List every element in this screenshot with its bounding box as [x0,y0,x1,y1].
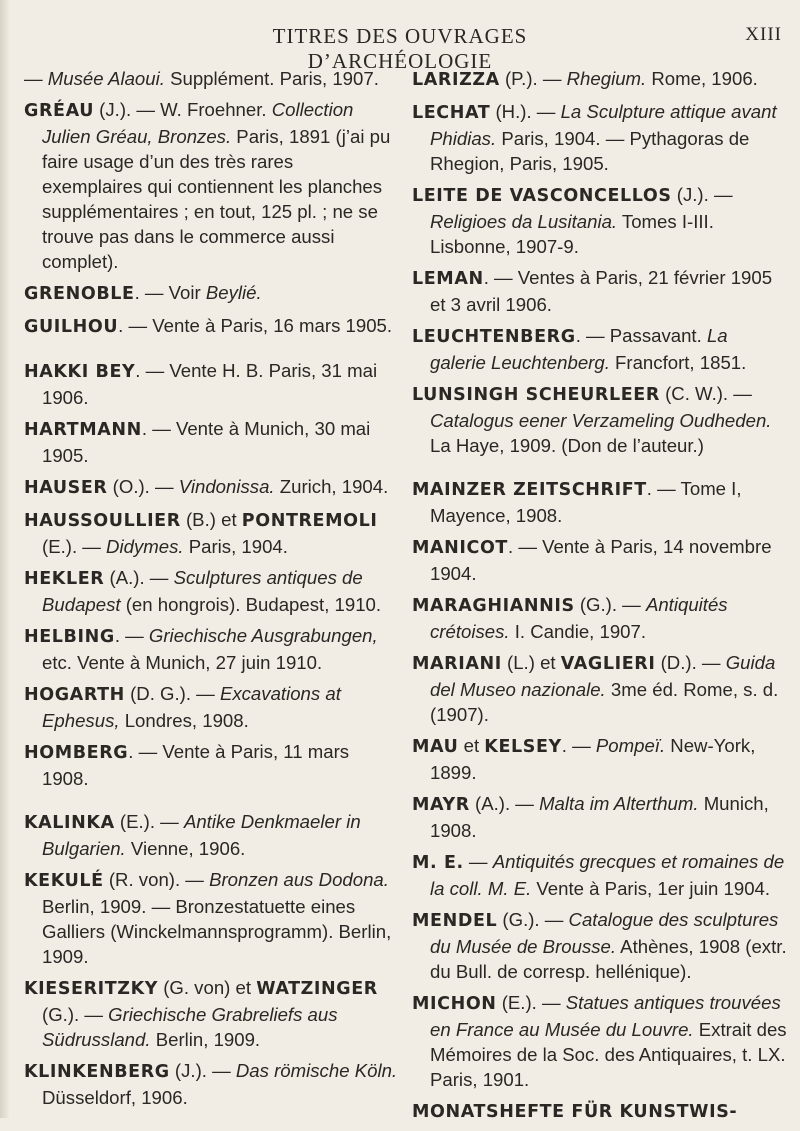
author-name: GRÉAU [24,101,95,121]
author-name: HAUSSOULLIER [24,511,181,531]
bibliography-entry [412,476,788,528]
bibliography-entry [412,791,788,843]
entry-text: Londres, 1908. [119,710,249,731]
work-title: Vindonissa. [178,476,275,497]
left-column [24,66,398,1116]
author-name: VAGLIERI [560,654,656,674]
entry-text: 3me éd. Rome, s. d. (1907). [430,679,779,725]
work-title: Malta im Alterthum. [539,793,699,814]
bibliography-entry [412,990,788,1092]
entry-text: — [463,851,493,872]
author-name: HOMBERG [24,743,129,763]
entry-text: (L.) et [501,652,561,673]
work-title: Rhegium. [566,68,647,89]
entry-text: . — Voir [134,282,206,303]
work-title: Statues antiques trouvées en France au Musée du Louvre. [430,992,781,1040]
work-title: Religioes da Lusitania. [430,211,618,232]
work-title: Beylié. [205,282,262,303]
entry-text: Paris, 1891 (j’ai pu faire usage d’un des très rares exemplaires qui contiennent les planches supplémentaires ; en tout, 125 pl. ; ne se trouve pas dans le commerce aussi complet). [42,126,391,272]
bibliography-entry [24,867,398,969]
work-title: Antike Denkmaeler in Bulgarien. [42,811,361,859]
entry-text: Paris, 1904. — Pythagoras de Rhegion, Paris, 1905. [430,128,750,174]
entry-text: (P.). — [499,68,567,89]
entry-text: (G. von) et [158,977,257,998]
entry-text: (D.). — [655,652,726,673]
work-title: Musée Alaoui. [47,68,165,89]
entry-text: (en hongrois). Budapest, 1910. [120,594,382,615]
entry-text: (E.). — [114,811,184,832]
bibliography-entry [24,358,398,410]
running-header [0,24,800,73]
bibliography-entry [412,323,788,375]
author-name: LUNSINGH SCHEURLEER [412,385,660,405]
work-title: Didymes. [106,536,184,557]
entry-text: . — Vente à Paris, 11 mars 1908. [42,741,350,789]
bibliography-entry [24,809,398,861]
bibliography-entry [24,565,398,617]
entry-text: (R. von). — [103,869,210,890]
author-name: MAINZER ZEITSCHRIFT [412,480,647,500]
bibliography-entry [412,907,788,984]
author-name: PONTREMOLI [241,511,378,531]
author-name: LEITE DE VASCONCELLOS [412,186,672,206]
work-title: La galerie Leuchtenberg. [430,325,728,373]
entry-text: . — Ventes à Paris, 21 février 1905 et 3 avril 1906. [430,267,773,315]
work-title: Collection Julien Gréau, Bronzes. [42,99,354,147]
bibliography-entry [24,97,398,274]
bibliography-entry [412,650,788,727]
work-title: Das römische Köln. [235,1060,398,1081]
bibliography-entry [24,623,398,675]
entry-text: Rome, 1906. [646,68,758,89]
author-name: MANICOT [412,538,508,558]
entry-text: Francfort, 1851. [609,352,747,373]
bibliography-entry [24,1058,398,1110]
work-title: La Sculpture attique avant Phidias. [430,101,777,149]
bibliography-entry [24,313,398,340]
bibliography-entry [24,507,398,559]
work-title: Griechische Ausgrabungen, [148,625,378,646]
bibliography-entry [412,733,788,785]
bibliography-entry [24,975,398,1052]
work-title: Bronzen aus Dodona. [209,869,389,890]
author-name: MARIANI [412,654,502,674]
author-name: GRENOBLE [24,284,135,304]
entry-text: Berlin, 1909. [150,1029,261,1050]
work-title: Pompeï. [595,735,666,756]
work-title: Antiquités grecques et romaines de la coll. M. E. [430,851,785,899]
entry-text: Supplément. Paris, 1907. [164,68,379,89]
bibliography-entry [24,681,398,733]
entry-text: (O.). — [107,476,179,497]
entry-text: et [458,735,485,756]
entry-text: Vienne, 1906. [125,838,246,859]
entry-text: (B.) et [180,509,242,530]
bibliography-entry [24,280,398,307]
entry-text: (A.). — [104,567,174,588]
entry-text: Zurich, 1904. [274,476,389,497]
author-name: KIESERITZKY [24,979,159,999]
entry-text: (J.). — [169,1060,236,1081]
entry-text: (G.). — [497,909,569,930]
author-name: MARAGHIANNIS [412,596,575,616]
author-name: GUILHOU [24,317,119,337]
bibliography-entry [24,66,398,91]
entry-text: (J.). — W. Froehner. [94,99,272,120]
author-name: MICHON [412,994,497,1014]
bibliography-entry [412,534,788,586]
page-number: XIII [745,24,782,45]
entry-text: Munich, 1908. [430,793,769,841]
entry-text: . — Vente H. B. Paris, 31 mai 1906. [42,360,378,408]
entry-text: (J.). — [671,184,733,205]
entry-text: (C. W.). — [659,383,752,404]
author-name: LARIZZA [412,70,500,90]
entry-text: I. Candie, 1907. [509,621,647,642]
work-title: Excavations at Ephesus, [42,683,341,731]
right-column [412,66,788,1131]
entry-text: La Haye, 1909. (Don de l’auteur.) [430,435,704,456]
author-name: HELBING [24,627,115,647]
bibliography-entry [412,182,788,259]
entry-text: Tomes I-III. Lisbonne, 1907-9. [430,211,714,257]
bibliography-entry [24,416,398,468]
work-title: Guida del Museo nazionale. [430,652,776,700]
author-name: WATZINGER [256,979,378,999]
entry-text: . — Vente à Paris, 16 mars 1905. [118,315,393,336]
entry-text: New-York, 1899. [430,735,756,783]
bibliography-entry [412,381,788,458]
entry-text: Extrait des Mémoires de la Soc. des Antiquaires, t. LX. Paris, 1901. [430,1019,787,1090]
author-name: LECHAT [412,103,491,123]
bibliography-entry [24,474,398,501]
author-name: MAYR [412,795,470,815]
work-title: Catalogus eener Verzameling Oudheden. [430,410,772,431]
bibliography-entry [412,592,788,644]
entry-text: (G.). — [574,594,646,615]
author-name: KALINKA [24,813,115,833]
entry-text: (H.). — [490,101,561,122]
author-name: M. E. [412,853,464,873]
entry-text: etc. Vente à Munich, 27 juin 1910. [42,652,323,673]
entry-text: (G.). — [42,1004,109,1025]
author-name: KEKULÉ [24,871,104,891]
entry-text: . — [114,625,149,646]
author-name: LEMAN [412,269,484,289]
entry-text: (E.). — [496,992,566,1013]
work-title: Sculptures antiques de Budapest [42,567,363,615]
author-name: KELSEY [484,737,562,757]
author-name: MONATSHEFTE FÜR KUNSTWIS- [412,1102,738,1122]
entry-text: Berlin, 1909. — Bronzestatuette eines Galliers (Winckelmannsprogramm). Berlin, 1909. [42,896,392,967]
entry-text: — [24,68,48,89]
bibliography-entry [412,849,788,901]
entry-text: Düsseldorf, 1906. [42,1087,188,1108]
author-name: HEKLER [24,569,105,589]
author-name: MENDEL [412,911,498,931]
author-name: HAUSER [24,478,108,498]
running-title: TITRES DES OUVRAGES D’ARCHÉOLOGIE [272,24,528,73]
bibliography-entry [24,739,398,791]
author-name: HARTMANN [24,420,142,440]
work-title: Catalogue des sculptures du Musée de Brousse. [430,909,779,957]
work-title: Griechische Grabreliefs aus Südrussland. [42,1004,338,1050]
entry-text: (A.). — [469,793,540,814]
page-binding-shadow [0,0,10,1118]
entry-text: (E.). — [42,536,107,557]
author-name: KLINKENBERG [24,1062,170,1082]
author-name: MAU [412,737,459,757]
author-name: HAKKI BEY [24,362,136,382]
entry-text: . — Vente à Paris, 14 novembre 1904. [430,536,772,584]
bibliography-entry [412,66,788,93]
entry-text: . — Tome I, Mayence, 1908. [430,478,742,526]
work-title: Antiquités crétoises. [430,594,728,642]
entry-text: Athènes, 1908 (extr. du Bull. de corresp. hellénique). [430,936,787,982]
bibliography-entry [412,1098,788,1125]
author-name: HOGARTH [24,685,125,705]
entry-text: . — Passavant. [575,325,707,346]
author-name: LEUCHTENBERG [412,327,576,347]
entry-text: Paris, 1904. [183,536,288,557]
entry-text: . — [561,735,596,756]
entry-text: Vente à Paris, 1er juin 1904. [531,878,771,899]
entry-text: (D. G.). — [124,683,220,704]
bibliography-entry [412,99,788,176]
entry-text: . — Vente à Munich, 30 mai 1905. [42,418,371,466]
bibliography-entry [412,265,788,317]
